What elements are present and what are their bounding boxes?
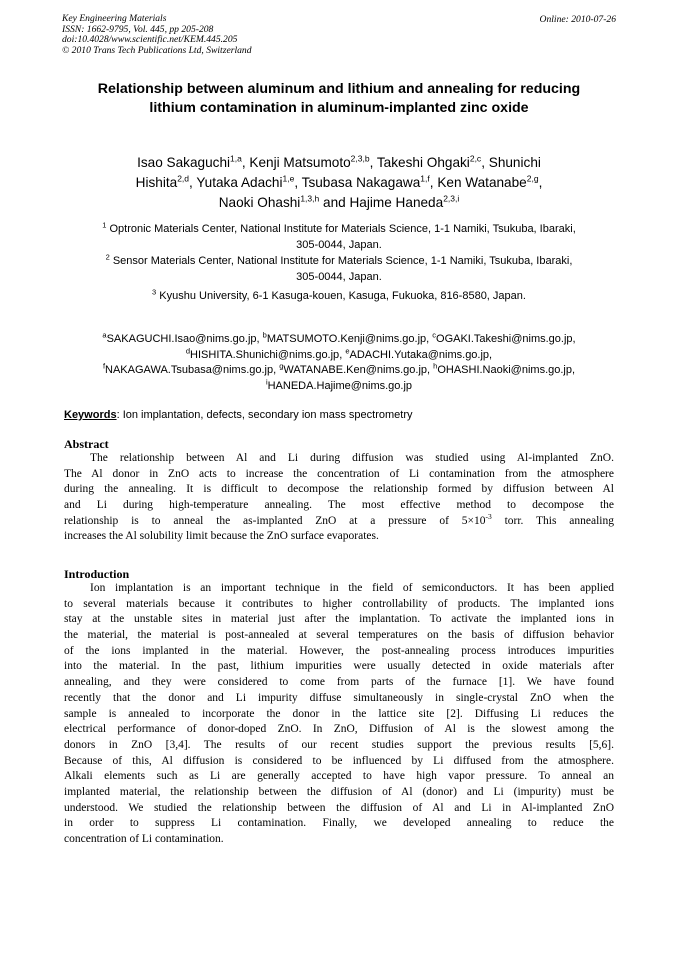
abstract-line: The relationship between Al and Li during diffusion was studied using Al-implanted ZnO. (90, 452, 614, 464)
abstract-body (64, 451, 614, 545)
author-sup: 1,f (420, 173, 430, 184)
affiliation-3 (62, 289, 616, 305)
affiliation-number: 3 (152, 287, 157, 297)
affiliation-2 (62, 254, 616, 285)
email-link[interactable]: OGAKI.Takeshi@nims.go.jp (436, 333, 573, 345)
email-line-2: $^d$HISHITA.Shunichi@nims.go.jp, $^e$ADACHI.Yutaka@nims.go.jp, (185, 345, 493, 361)
author-line-2: Hishita$^{2,d}$, Yutaka Adachi$^{1,e}$, Tsubasa Nakagawa$^{1,f}$, Ken Watanabe$^{2,g}$, (135, 173, 543, 190)
abstract-line: The Al donor in ZnO acts to increase the concentration of Li contamination from the atmosphere (64, 467, 614, 480)
affiliation-number: 1 (102, 220, 107, 230)
affiliation-1-line-2: 305-0044, Japan. (296, 238, 382, 251)
affiliation-text: Kyushu University, 6-1 Kasuga-kouen, Kasuga, Fukuoka, 816-8580, Japan. (159, 290, 526, 302)
intro-line: Ion implantation is an important technique in the field of semiconductors. It has been applied (90, 582, 614, 594)
email-sup: e (345, 345, 350, 355)
author-sup: 2,3,b (350, 153, 370, 164)
author-name: Yutaka Adachi (196, 175, 283, 190)
email-link[interactable]: MATSUMOTO.Kenji@nims.go.jp (266, 333, 427, 345)
author-line-3 (62, 193, 616, 213)
author-name: Isao Sakaguchi (137, 155, 231, 170)
email-sup: c (432, 330, 437, 340)
intro-line: concentration of Li contamination. (64, 833, 224, 845)
intro-line: the material, the material is post-annealed at several temperatures on the basis of diffusion behavior (64, 629, 614, 642)
author-sup: 2,c (469, 153, 482, 164)
abstract-line-with-exponent (64, 511, 614, 530)
pressure-exponent: -3 (485, 511, 492, 521)
intro-line: annealing, and they were considered to come from parts of the furnace [1]. We have found (64, 676, 614, 689)
affiliation-1 (62, 222, 616, 253)
author-name: Tsubasa Nakagawa (301, 175, 421, 190)
author-line-1: Isao Sakaguchi$^{1,a}$, Kenji Matsumoto$^{2,3,b}$, Takeshi Ohgaki$^{2,c}$, Shunichi (137, 153, 541, 170)
intro-line: sample is annealed to incorporate the donor in the lattice site [2]. Diffusing Li reduces the (64, 707, 614, 720)
abstract-heading: Abstract (64, 437, 109, 451)
authors-joiner: and (323, 195, 346, 210)
email-link[interactable]: HANEDA.Hajime@nims.go.jp (267, 379, 413, 392)
author-last-name: Hishita (135, 175, 178, 190)
copyright-line: © 2010 Trans Tech Publications Ltd, Switzerland (62, 44, 252, 56)
intro-line: Alkali elements such as Li are generally accepted to have high vapor pressure. To anneal an (64, 770, 614, 783)
keywords-line (64, 408, 413, 422)
email-link[interactable]: NAKAGAWA.Tsubasa@nims.go.jp (105, 364, 274, 376)
author-name: Hajime Haneda (349, 195, 444, 210)
author-sup: 1,3,h (300, 193, 320, 204)
email-link[interactable]: SAKAGUCHI.Isao@nims.go.jp (106, 333, 257, 345)
intro-line: Because of this, Al diffusion is considered to be influenced by Li diffused from the atmosphere. (64, 754, 614, 767)
email-sup: b (262, 330, 267, 340)
email-line-1: $^a$SAKAGUCHI.Isao@nims.go.jp, $^b$MATSUMOTO.Kenji@nims.go.jp, $^c$OGAKI.Takeshi@nims.go.jp, (102, 330, 576, 345)
paper-title (50, 80, 628, 118)
email-sup: i (265, 376, 268, 386)
email-sup: h (433, 361, 438, 371)
email-block (62, 332, 616, 394)
intro-line: into the material. In the past, lithium impurities were usually detected in oxide materials after (64, 660, 614, 673)
introduction-heading: Introduction (64, 567, 130, 581)
journal-name: Key Engineering Materials (62, 13, 167, 24)
online-date: Online: 2010-07-26 (539, 14, 616, 25)
author-sup: 2,g (526, 173, 539, 184)
intro-line: to several materials because it contributes to higher controllability of products. The implanted ions (64, 597, 614, 610)
keywords-label: Keywords (64, 409, 117, 421)
intro-line: donors in ZnO [3,4]. The results of our recent studies support the previous results [5,6]. (64, 738, 614, 751)
email-line-4 (62, 376, 616, 395)
email-link[interactable]: WATANABE.Ken@nims.go.jp (283, 364, 428, 376)
author-first-name: Shunichi (488, 155, 541, 170)
author-name: Naoki Ohashi (218, 195, 301, 210)
abstract-line: during the annealing. It is difficult to decompose the relationship formed by diffusion between Al (64, 483, 614, 496)
affiliation-1-line-1 (62, 222, 616, 238)
intro-line: understood. We studied the relationship between the diffusion of Al and Li in Al-implanted ZnO (64, 801, 614, 814)
email-link[interactable]: OHASHI.Naoki@nims.go.jp (437, 364, 572, 376)
author-name: Takeshi Ohgaki (376, 155, 470, 170)
email-link[interactable]: ADACHI.Yutaka@nims.go.jp (349, 348, 490, 361)
author-name: Ken Watanabe (437, 175, 527, 190)
introduction-body (64, 581, 614, 848)
author-list (62, 153, 616, 213)
author-sup: 1,e (282, 173, 295, 184)
author-sup: 2,3,i (443, 193, 460, 204)
email-sup: d (185, 345, 191, 355)
author-sup: 2,d (177, 173, 190, 184)
affiliation-text: Optronic Materials Center, National Institute for Materials Science, 1-1 Namiki, Tsukuba, Ibaraki, (109, 223, 576, 235)
author-sup: 1,a (230, 153, 242, 164)
author-name: Kenji Matsumoto (249, 155, 351, 170)
intro-line: stay at the unstable sites in material just after the implantation. To activate the implanted ions in (64, 613, 614, 626)
keywords-text: : Ion implantation, defects, secondary ion mass spectrometry (116, 409, 413, 421)
intro-line: recently that the donor and Li impurity diffuse simultaneously in single-crystal ZnO when the (64, 691, 614, 704)
affiliation-3-line-1 (62, 289, 616, 305)
affiliation-number: 2 (105, 252, 110, 262)
email-sup: a (102, 330, 107, 340)
affiliation-text: Sensor Materials Center, National Institute for Materials Science, 1-1 Namiki, Tsukuba, Ibaraki, (112, 255, 573, 267)
journal-header (62, 14, 252, 56)
intro-line: implanted material, the relationship between the diffusion of Al (donor) and Li (impurity) must be (64, 785, 614, 798)
abstract-line: relationship is to anneal the as-implanted ZnO at a pressure of 5×10 (64, 514, 486, 527)
intro-line: electrical performance of donor-doped ZnO. In ZnO, Diffusion of Al is the slowest among the (64, 723, 614, 736)
intro-line: in order to suppress Li contamination. Finally, we developed annealing to reduce the (64, 817, 614, 830)
doi-line: doi:10.4028/www.scientific.net/KEM.445.205 (62, 34, 238, 46)
title-line-2: lithium contamination in aluminum-implanted zinc oxide (149, 100, 529, 116)
abstract-line: increases the Al solubility limit because the ZnO surface evaporates. (64, 530, 379, 543)
email-link[interactable]: HISHITA.Shunichi@nims.go.jp (190, 348, 340, 361)
affiliation-2-line-1 (62, 254, 616, 270)
intro-line: of the ions implanted in the material. However, the post-annealing process introduces impurities (64, 644, 614, 657)
abstract-line-tail: torr. This annealing (491, 514, 614, 527)
abstract-line: and Li during high-temperature annealing. The most effective method to decompose the (64, 499, 614, 512)
issn-line: ISSN: 1662-9795, Vol. 445, pp 205-208 (62, 23, 214, 35)
title-line-1: Relationship between aluminum and lithium and annealing for reducing (97, 81, 581, 97)
email-line-3: $^f$NAKAGAWA.Tsubasa@nims.go.jp, $^g$WATANABE.Ken@nims.go.jp, $^h$OHASHI.Naoki@nims.go.jp, (102, 361, 576, 376)
email-sup: f (102, 361, 106, 371)
affiliation-2-line-2: 305-0044, Japan. (296, 270, 382, 283)
email-sup: g (279, 361, 284, 371)
